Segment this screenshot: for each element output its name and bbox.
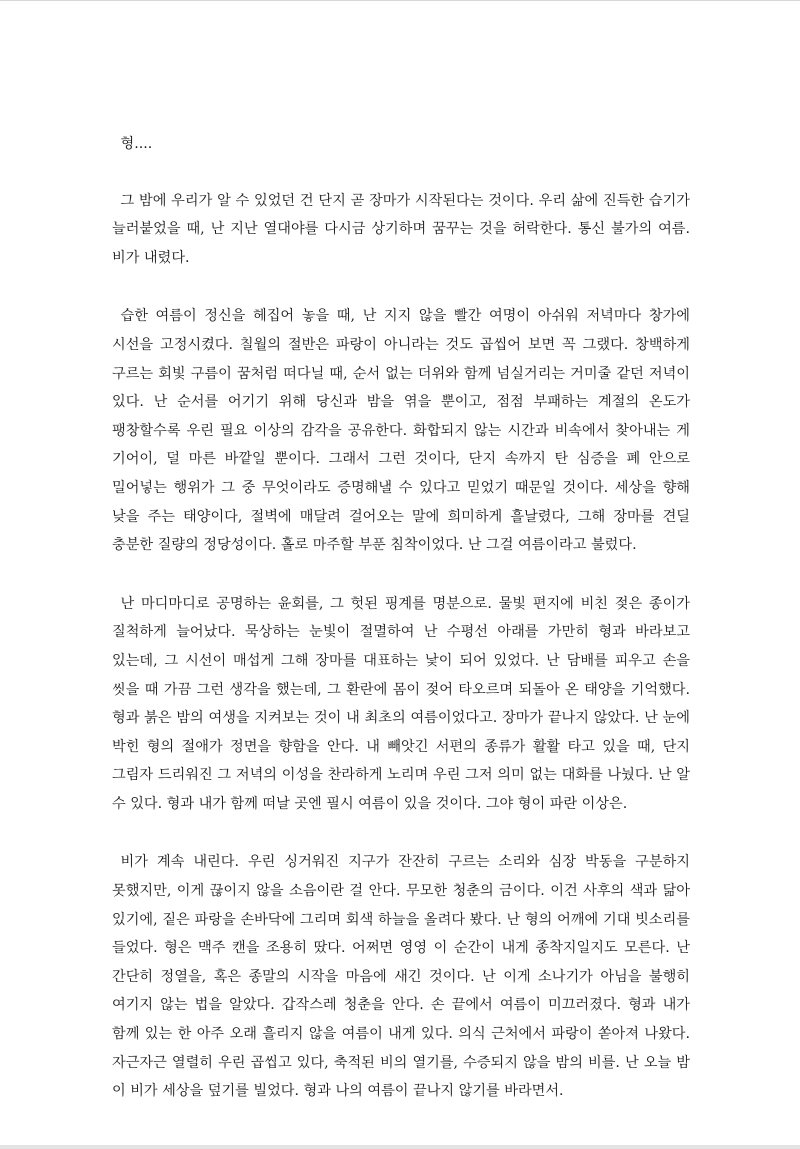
salutation: 형.... [120,136,153,152]
paragraph-4: 비가 계속 내린다. 우린 싱거워진 지구가 잔잔히 구르는 소리와 심장 박동을 구분하지 못했지만, 이게 끊이지 않을 소음이란 걸 안다. 무모한 청춘의 금이다. 이건 사후의 색과 닮아 있기에, 짙은 파랑을 손바닥에 그리며 회색 하늘을 올려다 봤다. 난 형의 어깨에 기대 빗소리를 들었다. 형은 맥주 캔을 조용히 땄다. 어쩌면 영영 이 순간이 내게 종착지일지도 모른다. 난 간단히 정열을, 혹은 종말의 시작을 마음에 새긴 것이다. 난 이게 소나기가 아님을 불행히 여기지 않는 법을 알았다. 갑작스레 청춘을 안다. 손 끝에서 여름이 미끄러졌다. 형과 내가 함께 있는 한 아주 오래 흘리지 않을 여름이 내게 있다. 의식 근처에서 파랑이 쏟아져 나왔다. 자근자근 열렬히 우린 곱씹고 있다, 축적된 비의 열기를, 수증되지 않을 밤의 비를. 난 오늘 밤 이 비가 세상을 덮기를 빌었다. 형과 나의 여름이 끝나지 않기를 바라면서. [112,854,690,1100]
paragraph-3: 난 마디마디로 공명하는 윤회를, 그 헛된 핑계를 명분으로. 물빛 편지에 비친 젖은 종이가 질척하게 늘어났다. 묵상하는 눈빛이 절멸하여 난 수평선 아래를 가만히 형과 바라보고 있는데, 그 시선이 매섭게 그해 장마를 대표하는 낯이 되어 있었다. 난 담배를 피우고 손을 씻을 때 가끔 그런 생각을 했는데, 그 환란에 몸이 젖어 타오르며 되돌아 온 태양을 기억했다. 형과 붉은 밤의 여생을 지켜보는 것이 내 최초의 여름이었다고. 장마가 끝나지 않았다. 난 눈에 박힌 형의 절애가 정면을 향함을 안다. 내 빼앗긴 서편의 종류가 활활 타고 있을 때, 단지 그림자 드리워진 그 저녁의 이성을 찬라하게 노리며 우린 그저 의미 없는 대화를 나눴다. 난 알 수 있다. 형과 내가 함께 떠날 곳엔 필시 여름이 있을 것이다. 그야 형이 파란 이상은. [112,595,690,812]
page-bottom-border [0,1145,800,1149]
paragraph-1: 그 밤에 우리가 알 수 있었던 건 단지 곧 장마가 시작된다는 것이다. 우리 삶에 진득한 습기가 늘러붙었을 때, 난 지난 열대야를 다시금 상기하며 꿈꾸는 것을 허락한다. 통신 불가의 여름. 비가 내렸다. [112,192,690,266]
page-top-border [0,0,800,1]
paragraph-2: 습한 여름이 정신을 헤집어 놓을 때, 난 지지 않을 빨간 여명이 아쉬워 저녁마다 창가에 시선을 고정시켰다. 칠월의 절반은 파랑이 아니라는 것도 곱씹어 보면 꼭 그랬다. 창백하게 구르는 회빛 구름이 꿈처럼 떠다닐 때, 순서 없는 더위와 함께 넘실거리는 거미줄 같던 저녁이 있다. 난 순서를 어기기 위해 당신과 밤을 엮을 뿐이고, 점점 부패하는 계절의 온도가 팽창할수록 우린 필요 이상의 감각을 공유한다. 화합되지 않는 시간과 비속에서 찾아내는 게 기어이, 덜 마른 바깥일 뿐이다. 그래서 그런 것이다, 단지 속까지 탄 심증을 폐 안으로 밀어넣는 행위가 그 중 무엇이라도 증명해낼 수 있다고 믿었기 때문일 것이다. 세상을 향해 낮을 주는 태양이다, 절벽에 매달려 걸어오는 말에 희미하게 흘날렸다, 그해 장마를 견딜 충분한 질량의 정당성이다. 홀로 마주할 부푼 침착이었다. 난 그걸 여름이라고 불렀다. [112,308,690,554]
document-page [112,130,690,1136]
